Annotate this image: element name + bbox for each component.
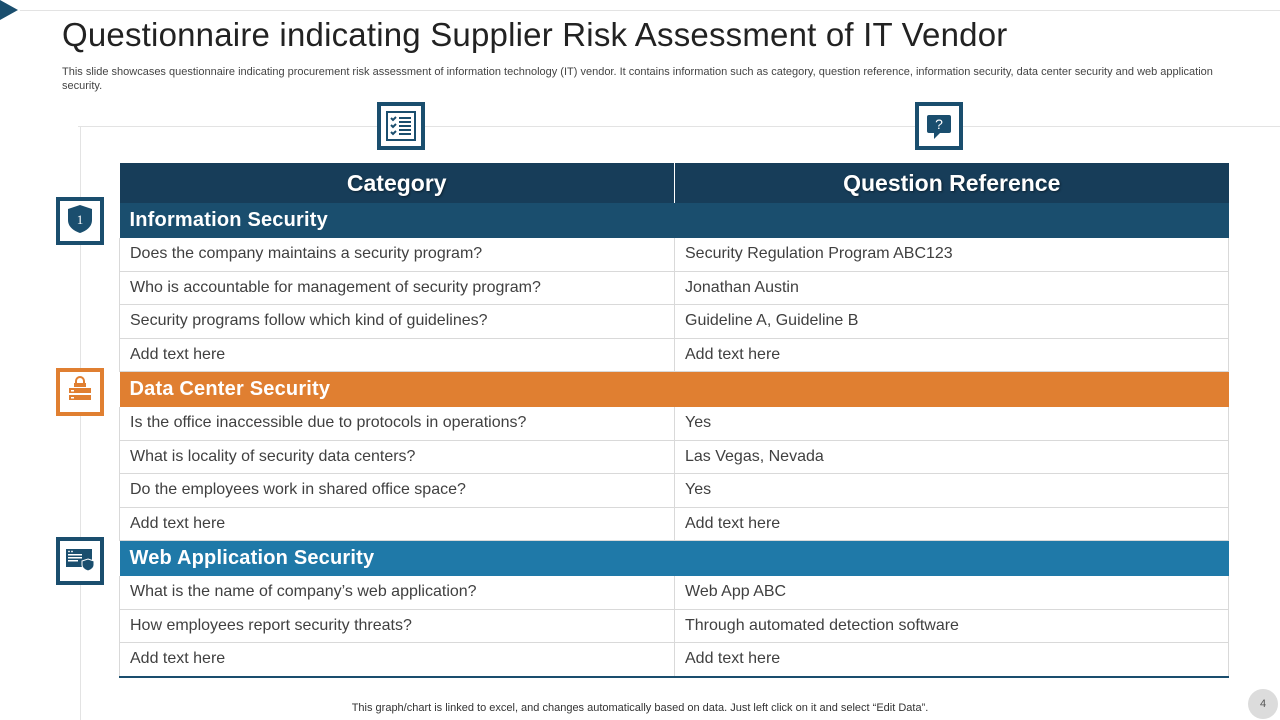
questionnaire-table <box>119 163 1229 678</box>
table-row <box>120 643 1229 677</box>
shield-number-icon <box>66 204 94 239</box>
table-row <box>120 474 1229 508</box>
checklist-icon <box>383 108 419 144</box>
question-cell: Add text here <box>120 338 675 372</box>
table-row <box>120 440 1229 474</box>
corner-triangle <box>0 0 18 20</box>
reference-cell: Add text here <box>675 643 1229 677</box>
reference-cell: Yes <box>675 407 1229 440</box>
question-cell: Security programs follow which kind of guidelines? <box>120 305 675 339</box>
question-cell: Add text here <box>120 507 675 541</box>
slide-subtitle: This slide showcases questionnaire indicating procurement risk assessment of information technology (IT) vendor. It contains information such as category, question reference, information security, data center security and web application security. <box>62 66 1213 92</box>
table-row <box>120 576 1229 609</box>
table-row <box>120 338 1229 372</box>
svg-text:?: ? <box>935 116 943 132</box>
reference-cell: Yes <box>675 474 1229 508</box>
server-lock-icon <box>65 375 95 410</box>
footer-note: This graph/chart is linked to excel, and changes automatically based on data. Just left click on it and select “Edit Data”. <box>351 702 929 714</box>
question-reference-header: Question Reference <box>675 163 1229 203</box>
question-cell: Does the company maintains a security program? <box>120 238 675 271</box>
table-row <box>120 609 1229 643</box>
question-cell: How employees report security threats? <box>120 609 675 643</box>
table-row <box>120 271 1229 305</box>
category-header: Category <box>120 163 675 203</box>
slide-title: Questionnaire indicating Supplier Risk Assessment of IT Vendor <box>62 16 1008 53</box>
question-cell: Do the employees work in shared office space? <box>120 474 675 508</box>
question-cell: What is locality of security data centers? <box>120 440 675 474</box>
section-row-web-application-security <box>120 541 1229 577</box>
table-header-row <box>120 163 1229 203</box>
top-divider <box>20 10 1280 11</box>
reference-cell: Add text here <box>675 507 1229 541</box>
reference-cell: Add text here <box>675 338 1229 372</box>
web-application-security-icon-box <box>56 537 104 585</box>
reference-cell: Security Regulation Program ABC123 <box>675 238 1229 271</box>
table-row <box>120 407 1229 440</box>
category-column-icon-box <box>377 102 425 150</box>
reference-cell: Jonathan Austin <box>675 271 1229 305</box>
reference-cell: Guideline A, Guideline B <box>675 305 1229 339</box>
section-title: Information Security <box>120 203 1229 238</box>
question-cell: Who is accountable for management of security program? <box>120 271 675 305</box>
browser-shield-icon <box>64 545 96 578</box>
reference-cell: Las Vegas, Nevada <box>675 440 1229 474</box>
question-column-icon-box <box>915 102 963 150</box>
frame-line-horizontal <box>78 126 1280 127</box>
reference-cell: Web App ABC <box>675 576 1229 609</box>
question-cell: What is the name of company’s web application? <box>120 576 675 609</box>
section-title: Data Center Security <box>120 372 1229 408</box>
information-security-icon-box <box>56 197 104 245</box>
data-center-security-icon-box <box>56 368 104 416</box>
section-row-information-security <box>120 203 1229 238</box>
page-number-badge: 4 <box>1248 689 1278 719</box>
table-row <box>120 238 1229 271</box>
table-row <box>120 305 1229 339</box>
section-title: Web Application Security <box>120 541 1229 577</box>
question-cell: Add text here <box>120 643 675 677</box>
table-row <box>120 507 1229 541</box>
question-cell: Is the office inaccessible due to protocols in operations? <box>120 407 675 440</box>
section-row-data-center-security <box>120 372 1229 408</box>
question-bubble-icon <box>921 108 957 144</box>
shield-badge-number: 1 <box>76 211 84 227</box>
reference-cell: Through automated detection software <box>675 609 1229 643</box>
